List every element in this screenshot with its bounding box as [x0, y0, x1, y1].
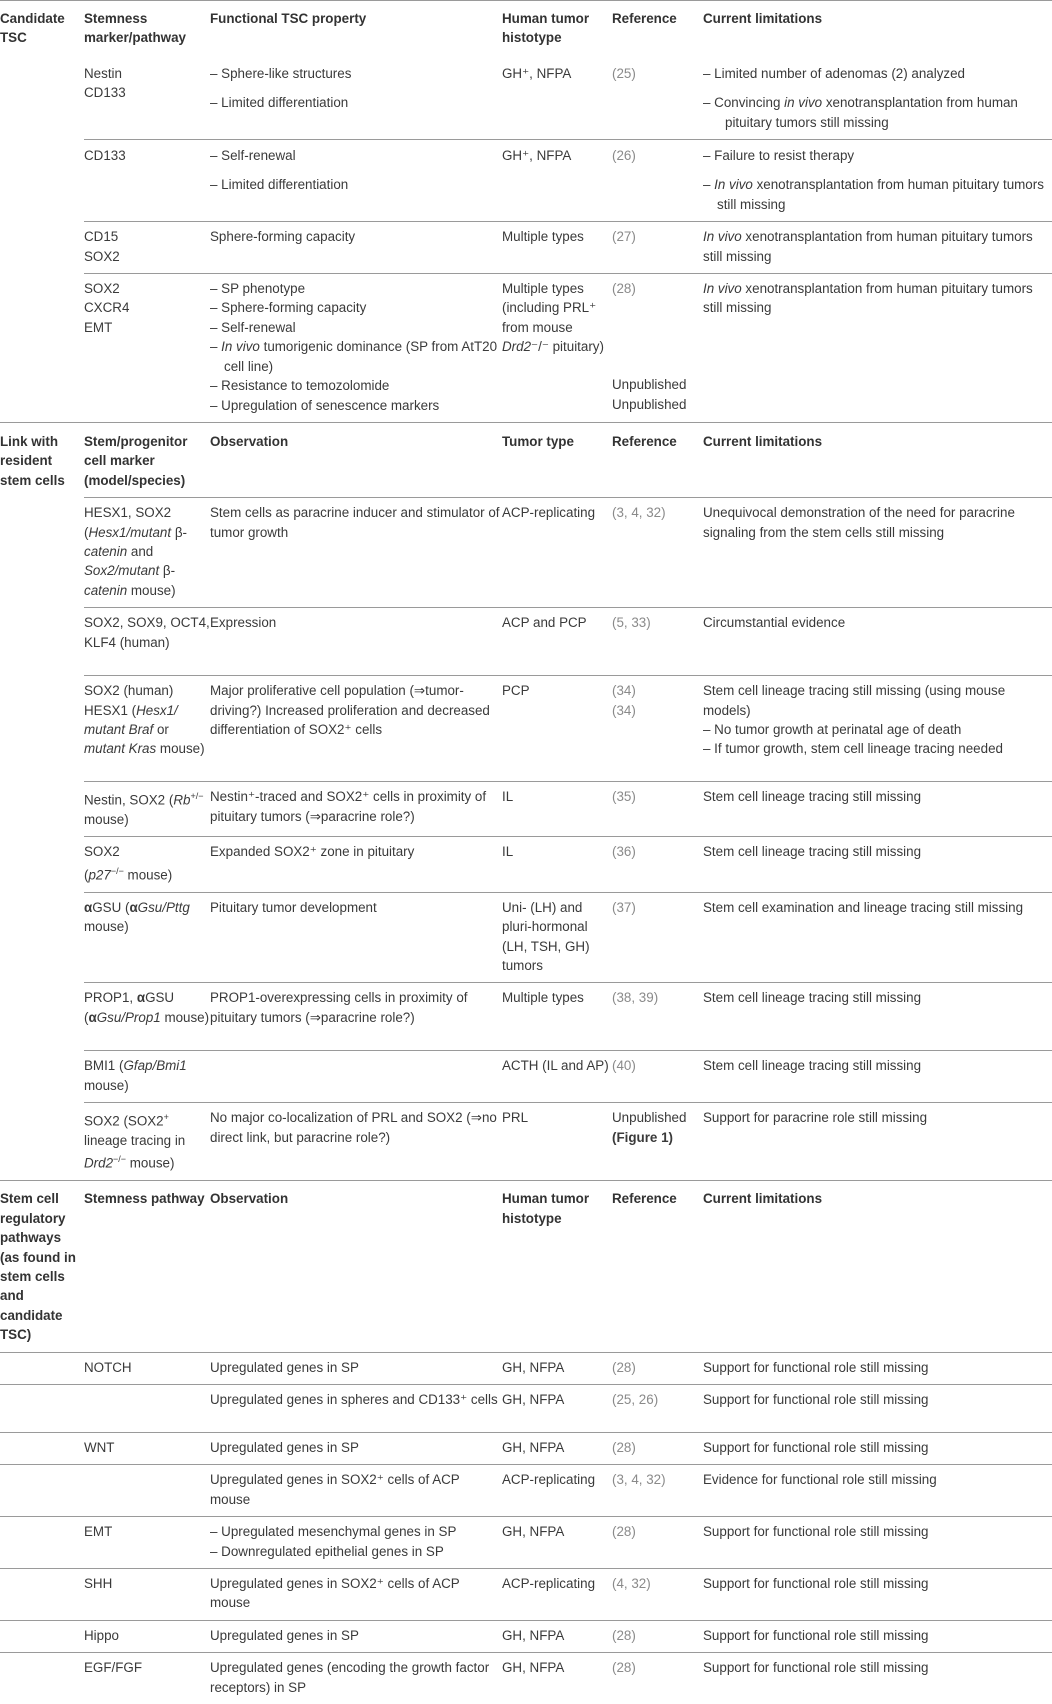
marker-text: CD15 [84, 229, 119, 245]
table-row [0, 222, 1052, 274]
limitation-text: Support for functional role still missing [703, 1524, 929, 1540]
limitation-text: Stem cell examination and lineage tracing still missing [703, 899, 1024, 915]
limitation-item: – Convincing in vivo xenotransplantation from human pituitary tumors still missing [703, 95, 1018, 130]
reference-text: Unpublished [612, 1110, 687, 1126]
column-header: Observation [210, 433, 289, 449]
tumor-type-text: PRL [502, 1110, 529, 1126]
histotype-text: ACP-replicating [502, 1576, 596, 1591]
column-header: Reference [612, 433, 677, 449]
reference-text: Unpublished [612, 377, 687, 393]
histotype-text: ACP-replicating [502, 1472, 596, 1488]
table-row [0, 1569, 1052, 1621]
column-header: Human tumor histotype [502, 11, 590, 46]
reference-text: (28) [612, 1627, 636, 1643]
property-item: – Self-renewal [210, 148, 296, 164]
reference-text: (3, 4, 32) [612, 1472, 666, 1488]
observation-text: Stem cells as paracrine inducer and stimulator of tumor growth [210, 505, 500, 540]
observation-text: Nestin⁺-traced and SOX2⁺ cells in proximity of pituitary tumors (⇒paracrine role?) [210, 789, 487, 824]
column-header: Functional TSC property [210, 11, 367, 26]
histotype-text: GH⁺, NFPA [502, 148, 572, 164]
table-row [0, 1517, 1052, 1569]
column-header: Stemness marker/pathway [84, 11, 186, 46]
limitation-item: In vivo xenotransplantation from human pituitary tumors still missing [703, 281, 1033, 316]
table-row [0, 1103, 1052, 1181]
histotype-text: GH, NFPA [502, 1627, 565, 1643]
reference-text: (28) [612, 1524, 636, 1540]
observation-text: No major co-localization of PRL and SOX2 (⇒no direct link, but paracrine role?) [210, 1110, 497, 1145]
table-row [0, 983, 1052, 1051]
section-title: Candidate TSC [0, 11, 65, 46]
limitation-text: Support for functional role still missing [703, 1391, 929, 1407]
histotype-text: GH⁺, NFPA [502, 65, 572, 81]
column-header: Reference [612, 1191, 677, 1207]
property-item: – Self-renewal [210, 319, 296, 335]
property-item: – Limited differentiation [210, 95, 349, 111]
pathway-text: EGF/FGF [84, 1660, 143, 1676]
limitation-item: – Limited number of adenomas (2) analyzed [703, 65, 966, 81]
figure-reference: (Figure 1) [612, 1129, 674, 1145]
column-header: Observation [210, 1191, 289, 1207]
property-item: Sphere-forming capacity [210, 229, 356, 245]
tumor-type-text: IL [502, 789, 514, 805]
limitation-text: Circumstantial evidence [703, 615, 846, 631]
histotype-text: GH, NFPA [502, 1524, 565, 1540]
tumor-type-text: ACP-replicating [502, 505, 596, 521]
marker-text: Nestin [84, 65, 122, 81]
table-row [0, 1352, 1052, 1384]
reference-text: (26) [612, 148, 636, 164]
reference-text: (34) [612, 683, 636, 699]
observation-item: – Upregulated mesenchymal genes in SP [210, 1524, 457, 1540]
marker-text: SOX2, SOX9, OCT4, KLF4 (human) [84, 615, 210, 650]
observation-text: Expanded SOX2⁺ zone in pituitary [210, 844, 415, 860]
column-header: Human tumor histotype [502, 1191, 590, 1226]
marker-text: CD133 [84, 148, 126, 164]
property-item: – Resistance to temozolomide [210, 378, 390, 394]
reference-text: (25, 26) [612, 1391, 659, 1407]
reference-text: (28) [612, 281, 636, 297]
table-row [0, 55, 1052, 140]
pathway-text: EMT [84, 1524, 113, 1540]
marker-text: SOX2 (SOX2+ lineage tracing in Drd2−/− mouse) [84, 1112, 186, 1171]
limitation-text: Stem cell lineage tracing still missing [703, 844, 922, 860]
observation-text: Major proliferative cell population (⇒tumor-driving?) Increased proliferation and decreased differentiation of SOX2⁺ cells [210, 683, 490, 737]
marker-text: αGSU (αGsu/Pttg mouse) [84, 899, 190, 935]
tumor-type-text: PCP [502, 683, 530, 699]
table-row [0, 274, 1052, 423]
pathway-text: NOTCH [84, 1359, 132, 1375]
limitation-item: – Failure to resist therapy [703, 148, 855, 164]
limitation-text: Evidence for functional role still missing [703, 1472, 937, 1488]
marker-text: CD133 [84, 85, 126, 101]
observation-item: – Downregulated epithelial genes in SP [210, 1543, 444, 1559]
observation-text: Upregulated genes in SOX2⁺ cells of ACP mouse [210, 1576, 460, 1611]
pathway-text: Hippo [84, 1627, 119, 1643]
marker-text: Nestin, SOX2 (Rb+/− mouse) [84, 791, 204, 828]
tumor-type-text: ACTH (IL and AP) [502, 1058, 609, 1074]
property-item: – In vivo tumorigenic dominance (SP from AtT20 cell line) [210, 339, 498, 374]
column-header: Stemness pathway [84, 1191, 205, 1207]
observation-text: Upregulated genes (encoding the growth factor receptors) in SP [210, 1660, 490, 1695]
marker-text: HESX1, SOX2 (Hesx1/mutant β-catenin and Sox2/mutant β-catenin mouse) [84, 505, 187, 598]
table-row [0, 892, 1052, 983]
reference-text: (28) [612, 1439, 636, 1455]
observation-text: Upregulated genes in spheres and CD133⁺ cells [210, 1391, 498, 1407]
histotype-text: GH, NFPA [502, 1439, 565, 1455]
table-row [0, 1653, 1052, 1704]
tumor-type-text: IL [502, 844, 514, 860]
observation-text: Upregulated genes in SOX2⁺ cells of ACP mouse [210, 1472, 460, 1507]
reference-text: (4, 32) [612, 1576, 651, 1591]
table-row [0, 1432, 1052, 1464]
table-row [0, 1465, 1052, 1517]
limitation-text: Support for functional role still missing [703, 1660, 929, 1676]
column-header: Current limitations [703, 11, 823, 26]
table-row [0, 1384, 1052, 1432]
tumor-type-text: ACP and PCP [502, 615, 587, 631]
limitation-item: – If tumor growth, stem cell lineage tracing needed [703, 741, 1003, 757]
observation-text: Pituitary tumor development [210, 899, 377, 915]
column-header: Stem/progenitor cell marker (model/species) [84, 433, 188, 488]
limitation-text: Stem cell lineage tracing still missing (using mouse models) [703, 683, 1006, 718]
reference-text: (5, 33) [612, 615, 651, 631]
limitation-text: Support for paracrine role still missing [703, 1110, 928, 1126]
reference-text: (28) [612, 1359, 636, 1375]
limitation-text: Stem cell lineage tracing still missing [703, 1058, 922, 1074]
reference-text: (27) [612, 229, 636, 245]
reference-text: (3, 4, 32) [612, 505, 666, 521]
reference-text: (25) [612, 65, 636, 81]
limitation-item: In vivo xenotransplantation from human pituitary tumors still missing [703, 229, 1033, 264]
reference-text: (35) [612, 789, 636, 805]
marker-text: BMI1 (Gfap/Bmi1 mouse) [84, 1058, 187, 1093]
reference-text: (36) [612, 844, 636, 860]
observation-text: Upregulated genes in SP [210, 1439, 359, 1455]
table-row [0, 608, 1052, 676]
histotype-text: GH, NFPA [502, 1391, 565, 1407]
limitation-text: Support for functional role still missing [703, 1359, 929, 1375]
marker-text: SOX2 (human) HESX1 (Hesx1/ mutant Braf or mutant Kras mouse) [84, 683, 205, 757]
pathway-text: WNT [84, 1439, 115, 1455]
property-item: – Limited differentiation [210, 177, 349, 193]
table-row [0, 1051, 1052, 1103]
pathway-text [84, 1385, 210, 1397]
histotype-text: Multiple types (including PRL⁺ from mouse Drd2⁻/⁻ pituitary) [502, 281, 604, 355]
table-row [0, 1620, 1052, 1652]
section1-header-row [0, 1, 1052, 55]
reference-text: (38, 39) [612, 990, 659, 1006]
column-header: Current limitations [703, 1191, 823, 1207]
tumor-type-text: Multiple types [502, 990, 584, 1006]
reference-text: (28) [612, 1660, 636, 1676]
section3-header-row [0, 1181, 1052, 1352]
table-row [0, 676, 1052, 782]
observation-text [210, 1051, 502, 1063]
tumor-type-text: Uni- (LH) and pluri-hormonal (LH, TSH, GH) tumors [502, 899, 590, 973]
limitation-item: – In vivo xenotransplantation from human pituitary tumors still missing [703, 177, 1044, 212]
table-row [0, 782, 1052, 837]
limitation-text: Support for functional role still missing [703, 1627, 929, 1643]
property-item: – Sphere-forming capacity [210, 300, 367, 316]
marker-text: SOX2 [84, 281, 120, 297]
table-row [0, 837, 1052, 892]
reference-text: Unpublished [612, 396, 687, 412]
property-item: – Upregulation of senescence markers [210, 397, 440, 413]
property-item: – Sphere-like structures [210, 65, 352, 81]
observation-text: Upregulated genes in SP [210, 1627, 359, 1643]
section2-header-row [0, 422, 1052, 497]
histotype-text: GH, NFPA [502, 1660, 565, 1676]
marker-text: CXCR4 [84, 300, 130, 316]
marker-text: PROP1, αGSU (αGsu/Prop1 mouse) [84, 990, 210, 1025]
limitation-text: Support for functional role still missing [703, 1576, 929, 1591]
section-title: Stem cell regulatory pathways (as found in stem cells and candidate TSC) [0, 1191, 76, 1343]
property-item: – SP phenotype [210, 281, 306, 297]
histotype-text: Multiple types [502, 229, 584, 245]
column-header: Current limitations [703, 433, 823, 449]
marker-text: SOX2 (p27−/− mouse) [84, 844, 173, 883]
observation-text: Expression [210, 615, 277, 631]
section-title: Link with resident stem cells [0, 433, 65, 488]
marker-text: EMT [84, 319, 113, 335]
histotype-text: GH, NFPA [502, 1359, 565, 1375]
limitation-text: Unequivocal demonstration of the need for paracrine signaling from the stem cells still missing [703, 505, 1015, 540]
table-row [0, 140, 1052, 222]
column-header: Tumor type [502, 433, 574, 449]
column-header: Reference [612, 11, 677, 26]
limitation-text: Stem cell lineage tracing still missing [703, 990, 922, 1006]
limitation-text: Support for functional role still missing [703, 1439, 929, 1455]
marker-text: SOX2 [84, 248, 120, 264]
table-row [0, 498, 1052, 608]
reference-text: (34) [612, 702, 636, 718]
observation-text: Upregulated genes in SP [210, 1359, 359, 1375]
observation-text: PROP1-overexpressing cells in proximity of pituitary tumors (⇒paracrine role?) [210, 990, 468, 1025]
limitation-item: – No tumor growth at perinatal age of death [703, 721, 962, 737]
pathway-text [84, 1465, 210, 1477]
reference-text: (40) [612, 1058, 636, 1074]
limitation-text: Stem cell lineage tracing still missing [703, 789, 922, 805]
pathway-text: SHH [84, 1576, 113, 1591]
reference-text: (37) [612, 899, 636, 915]
